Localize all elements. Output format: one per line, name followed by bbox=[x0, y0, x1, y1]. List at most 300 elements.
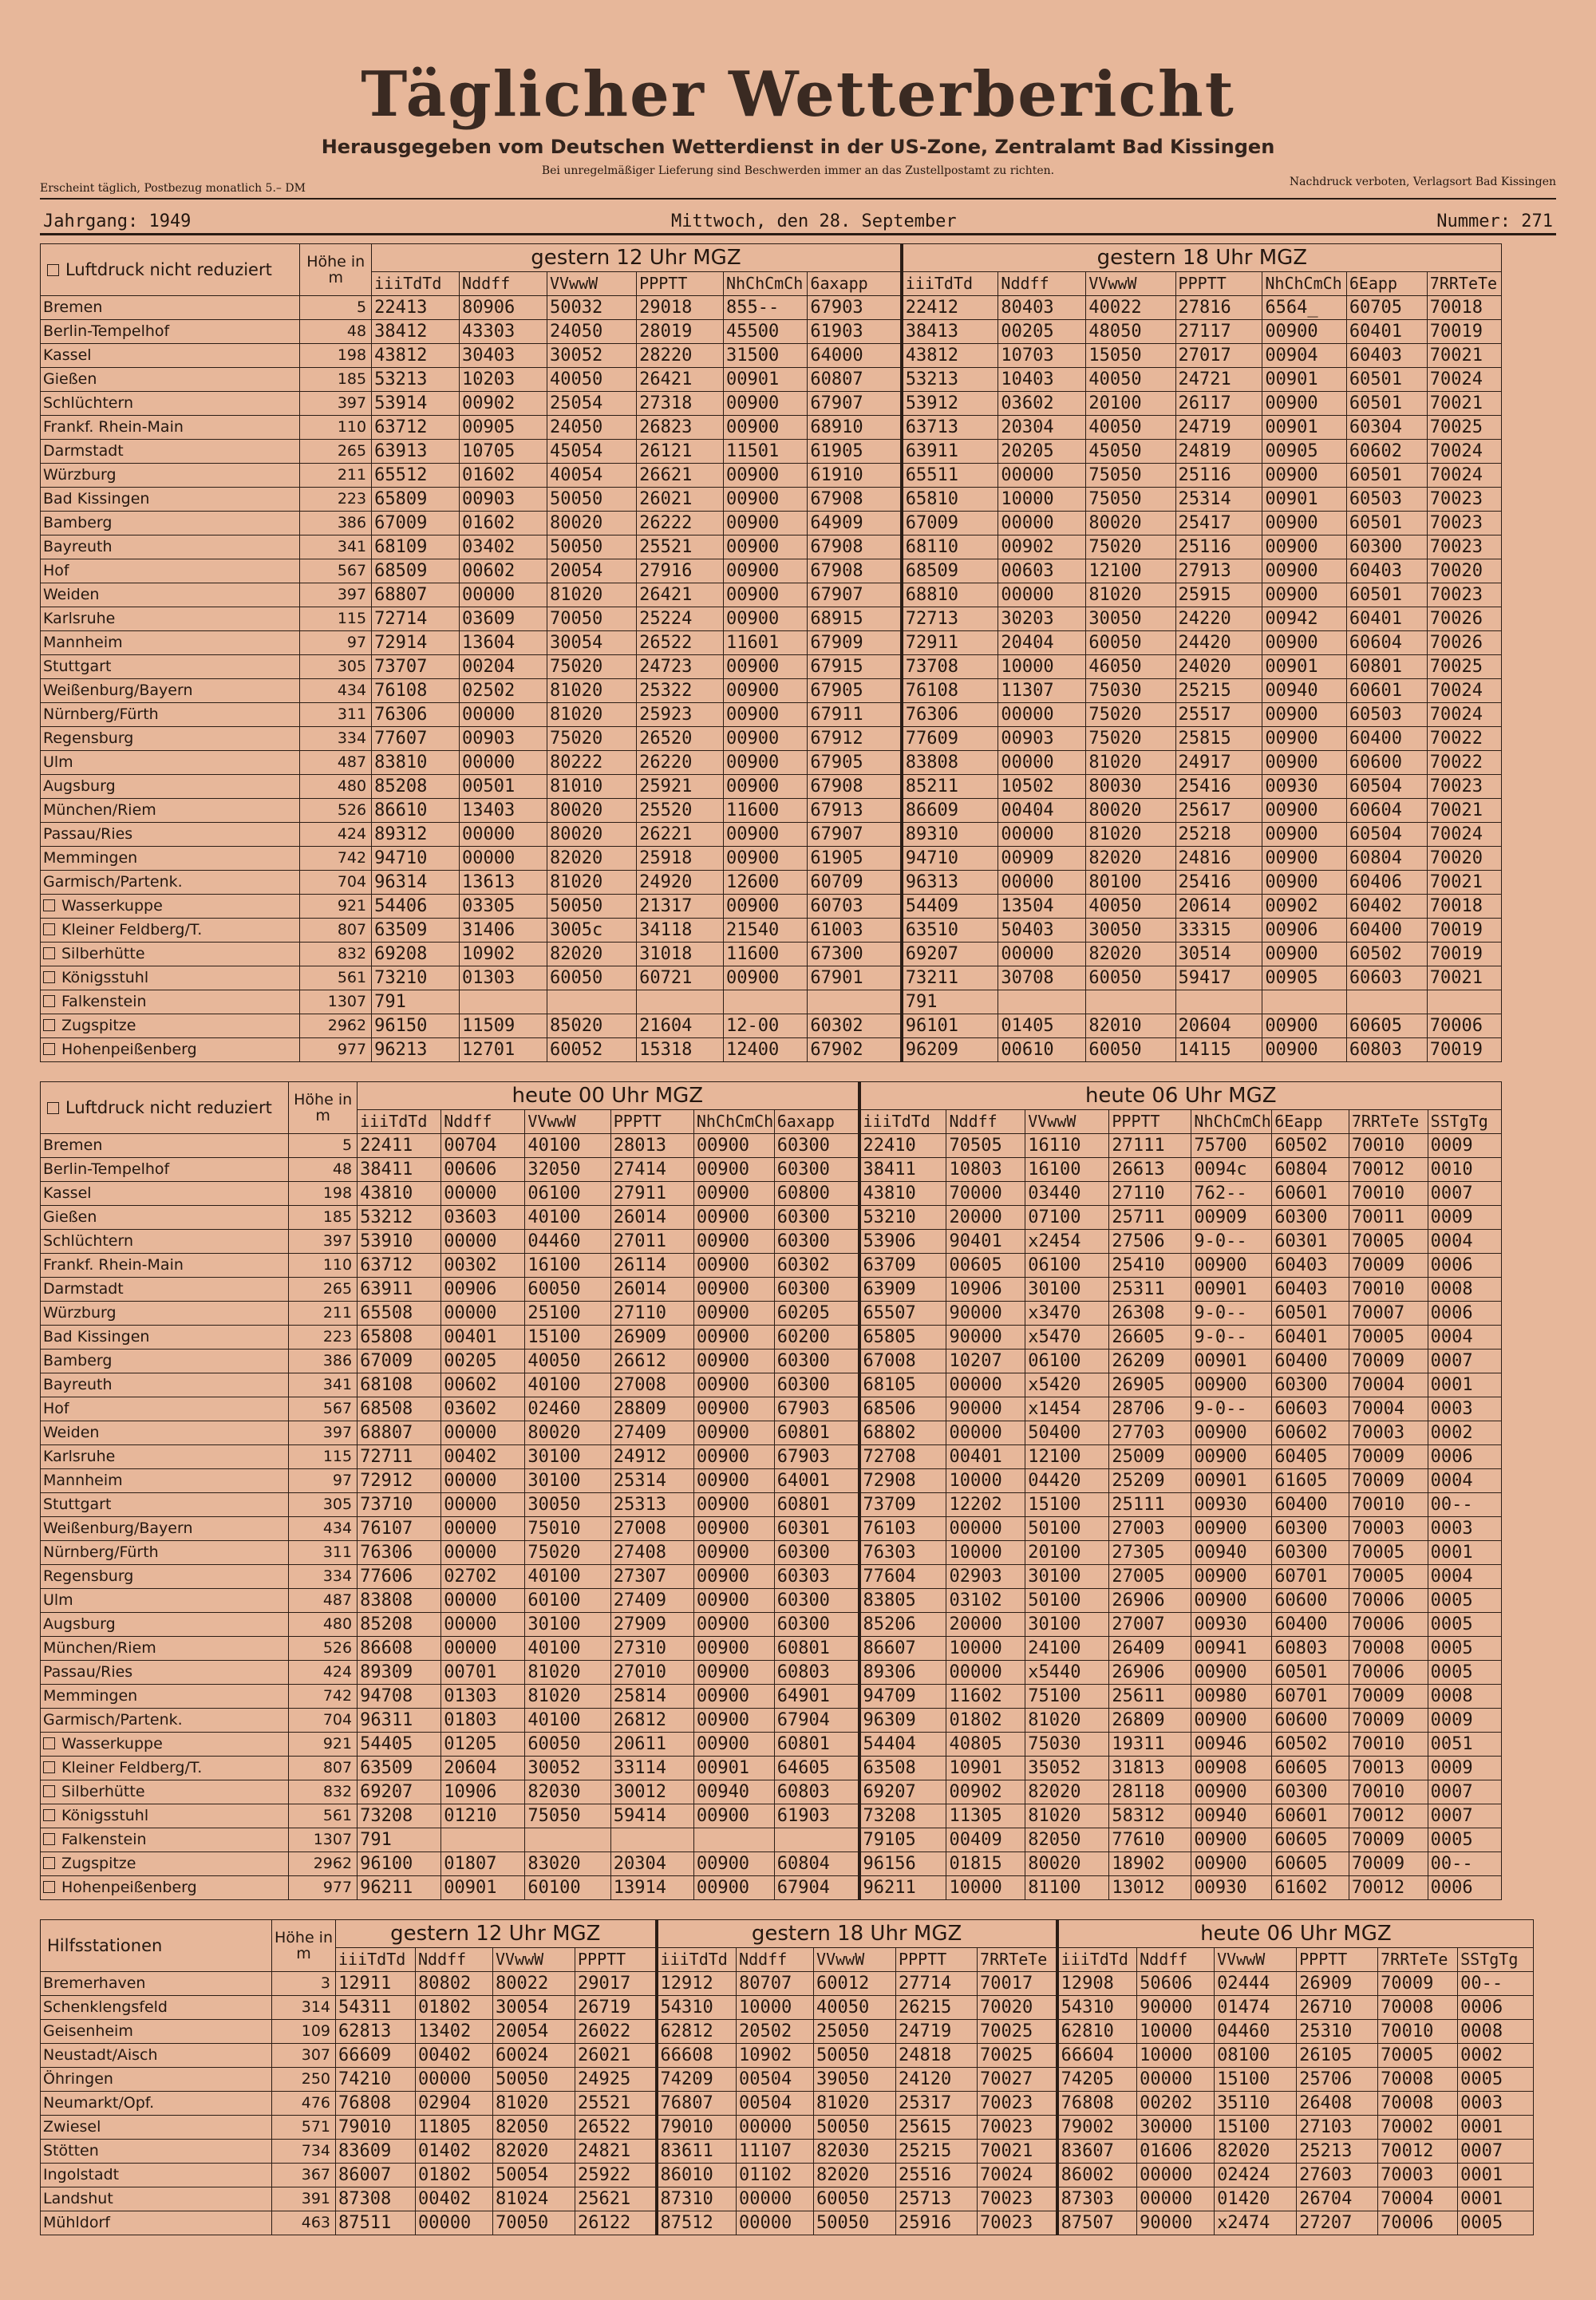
observation-cell: 50050 bbox=[547, 535, 636, 559]
observation-cell: 70021 bbox=[1427, 392, 1501, 416]
observation-cell: 04420 bbox=[1025, 1469, 1109, 1493]
column-header: iiiTdTd bbox=[657, 1948, 737, 1972]
observation-cell: 30054 bbox=[547, 631, 636, 655]
observation-cell: 02444 bbox=[1215, 1972, 1297, 1996]
observation-cell: 25313 bbox=[610, 1493, 693, 1517]
station-height: 109 bbox=[272, 2020, 336, 2044]
observation-cell: 26909 bbox=[610, 1326, 693, 1350]
observation-cell: 70006 bbox=[1349, 1613, 1428, 1637]
observation-cell: 00900 bbox=[693, 1158, 774, 1182]
table-row bbox=[41, 1972, 1534, 1996]
observation-cell: 16100 bbox=[525, 1254, 610, 1278]
station-name-cell bbox=[41, 990, 300, 1014]
station-name-cell bbox=[41, 2116, 272, 2140]
observation-cell: 00900 bbox=[1262, 727, 1346, 751]
observation-cell: 30403 bbox=[460, 344, 547, 368]
column-header: Nddff bbox=[737, 1948, 814, 1972]
observation-cell: 60050 bbox=[525, 1278, 610, 1302]
table-row bbox=[41, 1230, 1502, 1254]
checkbox-icon bbox=[43, 1857, 55, 1869]
station-name-cell bbox=[41, 1996, 272, 2020]
observation-cell: 63911 bbox=[358, 1278, 441, 1302]
observation-cell: 72908 bbox=[859, 1469, 946, 1493]
observation-cell: 00-- bbox=[1428, 1493, 1501, 1517]
column-header: NhChCmCh bbox=[723, 272, 807, 296]
observation-cell: 70020 bbox=[1427, 559, 1501, 583]
observation-cell: 01606 bbox=[1137, 2140, 1215, 2164]
observation-cell: 31018 bbox=[637, 943, 724, 966]
observation-cell bbox=[693, 1828, 774, 1852]
observation-cell: 50050 bbox=[493, 2068, 575, 2092]
observation-cell: 18902 bbox=[1109, 1852, 1191, 1876]
observation-cell: 81020 bbox=[1025, 1709, 1109, 1733]
observation-cell: 27414 bbox=[610, 1158, 693, 1182]
observation-cell: 60050 bbox=[1086, 631, 1175, 655]
table-row bbox=[41, 535, 1502, 559]
observation-cell: 40050 bbox=[814, 1996, 896, 2020]
observation-cell: 38413 bbox=[902, 320, 998, 344]
observation-cell: 85208 bbox=[372, 775, 460, 799]
station-height: 807 bbox=[300, 919, 372, 943]
observation-cell: 00000 bbox=[998, 703, 1086, 727]
station-name: Würzburg bbox=[43, 466, 117, 484]
station-name: Hohenpeißenberg bbox=[61, 1879, 197, 1896]
observation-cell: 64000 bbox=[808, 344, 902, 368]
column-header: PPPTT bbox=[1109, 1110, 1191, 1134]
observation-cell: 77606 bbox=[358, 1565, 441, 1589]
observation-cell: 70003 bbox=[1349, 1517, 1428, 1541]
observation-cell: 24719 bbox=[1175, 416, 1262, 440]
station-height: 921 bbox=[289, 1733, 358, 1757]
observation-cell: 00900 bbox=[1262, 320, 1346, 344]
observation-cell: 40050 bbox=[1086, 895, 1175, 919]
station-height: 397 bbox=[289, 1421, 358, 1445]
observation-cell: 00900 bbox=[1262, 583, 1346, 607]
observation-cell: 60401 bbox=[1346, 320, 1427, 344]
station-name: Landshut bbox=[43, 2190, 113, 2207]
observation-cell: 03602 bbox=[441, 1397, 525, 1421]
observation-cell: 69207 bbox=[859, 1780, 946, 1804]
table-row bbox=[41, 1804, 1502, 1828]
observation-cell: 26221 bbox=[637, 823, 724, 847]
observation-cell: 70011 bbox=[1349, 1206, 1428, 1230]
observation-cell: 82050 bbox=[493, 2116, 575, 2140]
observation-cell: 24819 bbox=[1175, 440, 1262, 464]
observation-cell: 70006 bbox=[1349, 1661, 1428, 1685]
observation-cell: 80020 bbox=[525, 1421, 610, 1445]
observation-cell: 70003 bbox=[1349, 1421, 1428, 1445]
table-row bbox=[41, 847, 1502, 871]
observation-cell: 20054 bbox=[547, 559, 636, 583]
observation-cell: 70010 bbox=[1378, 2020, 1458, 2044]
observation-cell: 62810 bbox=[1057, 2020, 1137, 2044]
observation-cell: 01807 bbox=[441, 1852, 525, 1876]
table-row bbox=[41, 1326, 1502, 1350]
observation-cell: 27603 bbox=[1297, 2164, 1378, 2187]
observation-cell: 85206 bbox=[859, 1613, 946, 1637]
observation-cell: 27011 bbox=[610, 1230, 693, 1254]
observation-cell: 60300 bbox=[774, 1134, 859, 1158]
observation-cell: 00602 bbox=[460, 559, 547, 583]
table-row bbox=[41, 1493, 1502, 1517]
height-header: Höhe in m bbox=[300, 244, 372, 296]
observation-cell: 10906 bbox=[441, 1780, 525, 1804]
observation-cell: 73211 bbox=[902, 966, 998, 990]
observation-cell: 29018 bbox=[637, 296, 724, 320]
station-height: 334 bbox=[289, 1565, 358, 1589]
observation-cell: 60602 bbox=[1346, 440, 1427, 464]
station-height: 115 bbox=[300, 607, 372, 631]
observation-cell: 60801 bbox=[774, 1637, 859, 1661]
observation-cell: 81020 bbox=[1025, 1804, 1109, 1828]
observation-cell: 03602 bbox=[998, 392, 1086, 416]
station-height: 1307 bbox=[289, 1828, 358, 1852]
observation-cell: 81020 bbox=[493, 2092, 575, 2116]
station-name: Schlüchtern bbox=[43, 1232, 134, 1250]
observation-cell: 24719 bbox=[896, 2020, 978, 2044]
observation-cell: 25918 bbox=[637, 847, 724, 871]
observation-cell: 00900 bbox=[1191, 1565, 1272, 1589]
table-row bbox=[41, 1565, 1502, 1589]
observation-cell: 70025 bbox=[978, 2020, 1057, 2044]
observation-cell: 10000 bbox=[946, 1469, 1025, 1493]
station-name-cell bbox=[41, 1517, 289, 1541]
observation-cell: 28118 bbox=[1109, 1780, 1191, 1804]
observation-cell: 76306 bbox=[902, 703, 998, 727]
column-header: VVwwW bbox=[1215, 1948, 1297, 1972]
station-height: 487 bbox=[289, 1589, 358, 1613]
observation-cell: 43303 bbox=[460, 320, 547, 344]
observation-cell: 82010 bbox=[1086, 1014, 1175, 1038]
observation-cell: 06100 bbox=[1025, 1350, 1109, 1373]
observation-cell: 15100 bbox=[1215, 2116, 1297, 2140]
observation-cell: 60501 bbox=[1346, 512, 1427, 535]
observation-cell: 26408 bbox=[1297, 2092, 1378, 2116]
table-row bbox=[41, 823, 1502, 847]
observation-cell: 10902 bbox=[460, 943, 547, 966]
station-height: 424 bbox=[300, 823, 372, 847]
observation-cell: 25100 bbox=[525, 1302, 610, 1326]
observation-cell: 00930 bbox=[1262, 775, 1346, 799]
column-header: VVwwW bbox=[814, 1948, 896, 1972]
table-row bbox=[41, 559, 1502, 583]
observation-cell: 64605 bbox=[774, 1757, 859, 1780]
observation-cell: 50050 bbox=[814, 2116, 896, 2140]
observation-cell: 25317 bbox=[896, 2092, 978, 2116]
observation-cell: 50100 bbox=[1025, 1589, 1109, 1613]
table-row bbox=[41, 607, 1502, 631]
observation-cell: 13604 bbox=[460, 631, 547, 655]
observation-cell: 0008 bbox=[1458, 2020, 1534, 2044]
observation-cell: 60803 bbox=[1346, 1038, 1427, 1062]
observation-cell: 60400 bbox=[1272, 1350, 1349, 1373]
observation-cell: 66609 bbox=[336, 2044, 416, 2068]
observation-cell: 0003 bbox=[1428, 1517, 1501, 1541]
station-height: 211 bbox=[300, 464, 372, 488]
observation-cell: 30100 bbox=[525, 1613, 610, 1637]
observation-cell: 26809 bbox=[1109, 1709, 1191, 1733]
observation-cell: 25416 bbox=[1175, 775, 1262, 799]
table-today bbox=[40, 1081, 1502, 1900]
observation-cell: 40050 bbox=[547, 368, 636, 392]
station-height: 314 bbox=[272, 1996, 336, 2020]
observation-cell: 83808 bbox=[358, 1589, 441, 1613]
station-height: 742 bbox=[289, 1685, 358, 1709]
station-name: Weißenburg/Bayern bbox=[43, 1520, 193, 1537]
observation-cell: 10403 bbox=[998, 368, 1086, 392]
observation-cell: 0001 bbox=[1458, 2164, 1534, 2187]
column-header: iiiTdTd bbox=[1057, 1948, 1137, 1972]
table-row bbox=[41, 655, 1502, 679]
observation-cell: 00900 bbox=[1262, 631, 1346, 655]
station-name-cell bbox=[41, 488, 300, 512]
station-name-cell bbox=[41, 2092, 272, 2116]
observation-cell: 63712 bbox=[358, 1254, 441, 1278]
observation-cell: 00000 bbox=[998, 583, 1086, 607]
observation-cell: 68110 bbox=[902, 535, 998, 559]
observation-cell: 83805 bbox=[859, 1589, 946, 1613]
observation-cell: 25713 bbox=[896, 2187, 978, 2211]
station-name: Frankf. Rhein-Main bbox=[43, 418, 184, 436]
observation-cell: 38412 bbox=[372, 320, 460, 344]
observation-cell: 27409 bbox=[610, 1589, 693, 1613]
publisher-line: Herausgegeben vom Deutschen Wetterdienst in der US-Zone, Zentralamt Bad Kissingen bbox=[321, 136, 1275, 158]
observation-cell: 60402 bbox=[1346, 895, 1427, 919]
observation-cell: 75020 bbox=[1086, 703, 1175, 727]
observation-cell: 00401 bbox=[441, 1326, 525, 1350]
issue-date: Mittwoch, den 28. September bbox=[671, 211, 957, 231]
observation-cell: 60800 bbox=[774, 1182, 859, 1206]
observation-cell: 81020 bbox=[1086, 751, 1175, 775]
column-header: 6axapp bbox=[808, 272, 902, 296]
observation-cell: 68802 bbox=[859, 1421, 946, 1445]
observation-cell: 54409 bbox=[902, 895, 998, 919]
observation-cell: 77604 bbox=[859, 1565, 946, 1589]
observation-cell: 10902 bbox=[737, 2044, 814, 2068]
observation-cell: 28220 bbox=[637, 344, 724, 368]
observation-cell: 24020 bbox=[1175, 655, 1262, 679]
observation-cell: 00900 bbox=[1191, 1254, 1272, 1278]
observation-cell: 10906 bbox=[946, 1278, 1025, 1302]
observation-cell: 11307 bbox=[998, 679, 1086, 703]
observation-cell: 60405 bbox=[1272, 1445, 1349, 1469]
observation-cell: 00000 bbox=[441, 1613, 525, 1637]
observation-cell: 27003 bbox=[1109, 1517, 1191, 1541]
checkbox-icon bbox=[43, 1881, 55, 1893]
observation-cell: 00000 bbox=[946, 1373, 1025, 1397]
column-header: iiiTdTd bbox=[902, 272, 998, 296]
observation-cell: 855-- bbox=[723, 296, 807, 320]
checkbox-icon bbox=[47, 264, 59, 276]
observation-cell: 0002 bbox=[1458, 2044, 1534, 2068]
observation-cell: 81020 bbox=[547, 583, 636, 607]
observation-cell: 20304 bbox=[998, 416, 1086, 440]
observation-cell: 15100 bbox=[525, 1326, 610, 1350]
column-header: 6Eapp bbox=[1272, 1110, 1349, 1134]
observation-cell: 60605 bbox=[1272, 1852, 1349, 1876]
observation-cell: 79105 bbox=[859, 1828, 946, 1852]
column-header: Nddff bbox=[416, 1948, 493, 1972]
observation-cell: 77607 bbox=[372, 727, 460, 751]
station-name-cell bbox=[41, 1206, 289, 1230]
observation-cell: 27911 bbox=[610, 1182, 693, 1206]
observation-cell: 15100 bbox=[1215, 2068, 1297, 2092]
table-row bbox=[41, 2211, 1534, 2235]
observation-cell: 26710 bbox=[1297, 1996, 1378, 2020]
observation-cell: 27318 bbox=[637, 392, 724, 416]
observation-cell: 0004 bbox=[1428, 1326, 1501, 1350]
column-header: NhChCmCh bbox=[1191, 1110, 1272, 1134]
observation-cell: 82020 bbox=[1086, 847, 1175, 871]
observation-cell: 24050 bbox=[547, 320, 636, 344]
station-name-cell bbox=[41, 1828, 289, 1852]
observation-cell: 62813 bbox=[336, 2020, 416, 2044]
checkbox-icon bbox=[43, 899, 55, 911]
observation-cell: 25410 bbox=[1109, 1254, 1191, 1278]
station-name-cell bbox=[41, 775, 300, 799]
observation-cell: 60403 bbox=[1272, 1278, 1349, 1302]
station-name-cell bbox=[41, 535, 300, 559]
observation-cell: 81010 bbox=[547, 775, 636, 799]
observation-cell: 67907 bbox=[808, 583, 902, 607]
station-name: Zwiesel bbox=[43, 2118, 101, 2136]
station-name: Neumarkt/Opf. bbox=[43, 2094, 155, 2112]
observation-cell: 70006 bbox=[1378, 2211, 1458, 2235]
station-name: Geisenheim bbox=[43, 2022, 133, 2040]
observation-cell: 40100 bbox=[525, 1565, 610, 1589]
station-name-cell bbox=[41, 416, 300, 440]
observation-cell: 67903 bbox=[774, 1397, 859, 1421]
station-height: 198 bbox=[289, 1182, 358, 1206]
observation-cell: 75020 bbox=[1086, 535, 1175, 559]
observation-cell: 00900 bbox=[1262, 943, 1346, 966]
observation-cell: 25054 bbox=[547, 392, 636, 416]
observation-cell: 53910 bbox=[358, 1230, 441, 1254]
observation-cell: 00000 bbox=[946, 1517, 1025, 1541]
observation-cell: 00000 bbox=[460, 823, 547, 847]
observation-cell: 70009 bbox=[1349, 1852, 1428, 1876]
observation-cell: 00000 bbox=[416, 2211, 493, 2235]
observation-cell: 67907 bbox=[808, 392, 902, 416]
observation-cell: 75020 bbox=[547, 655, 636, 679]
table-row bbox=[41, 1517, 1502, 1541]
observation-cell: 90000 bbox=[946, 1326, 1025, 1350]
observation-cell: 00900 bbox=[723, 823, 807, 847]
observation-cell: 73710 bbox=[358, 1493, 441, 1517]
observation-cell: 63510 bbox=[902, 919, 998, 943]
observation-cell: 73707 bbox=[372, 655, 460, 679]
table-row bbox=[41, 2116, 1534, 2140]
observation-cell: 60705 bbox=[1346, 296, 1427, 320]
checkbox-icon bbox=[43, 1019, 55, 1031]
observation-cell: 00901 bbox=[1262, 488, 1346, 512]
observation-cell: 30100 bbox=[525, 1469, 610, 1493]
observation-cell: 25706 bbox=[1297, 2068, 1378, 2092]
observation-cell: 25416 bbox=[1175, 871, 1262, 895]
observation-cell: 75030 bbox=[1025, 1733, 1109, 1757]
observation-cell: 75020 bbox=[525, 1541, 610, 1565]
observation-cell: 27409 bbox=[610, 1421, 693, 1445]
station-name: Kleiner Feldberg/T. bbox=[61, 921, 203, 939]
observation-cell: 00202 bbox=[1137, 2092, 1215, 2116]
table-row bbox=[41, 440, 1502, 464]
observation-cell: 26014 bbox=[610, 1206, 693, 1230]
observation-cell: 02903 bbox=[946, 1565, 1025, 1589]
observation-cell: 00900 bbox=[693, 1709, 774, 1733]
observation-cell: 24100 bbox=[1025, 1637, 1109, 1661]
observation-cell: 76306 bbox=[372, 703, 460, 727]
observation-cell: 15100 bbox=[1025, 1493, 1109, 1517]
column-header: iiiTdTd bbox=[336, 1948, 416, 1972]
observation-cell: 96209 bbox=[902, 1038, 998, 1062]
group-header: gestern 12 Uhr MGZ bbox=[372, 244, 902, 272]
observation-cell: 53914 bbox=[372, 392, 460, 416]
station-name-cell bbox=[41, 392, 300, 416]
observation-cell: 27506 bbox=[1109, 1230, 1191, 1254]
observation-cell: 26114 bbox=[610, 1254, 693, 1278]
observation-cell: 00000 bbox=[1137, 2164, 1215, 2187]
observation-cell: 0004 bbox=[1428, 1565, 1501, 1589]
group-header: gestern 18 Uhr MGZ bbox=[657, 1920, 1057, 1948]
observation-cell: 60300 bbox=[774, 1278, 859, 1302]
station-height: 434 bbox=[300, 679, 372, 703]
observation-cell: 72911 bbox=[902, 631, 998, 655]
observation-cell: 60502 bbox=[1346, 943, 1427, 966]
station-name-cell bbox=[41, 823, 300, 847]
observation-cell: 30050 bbox=[1086, 919, 1175, 943]
station-name: Weißenburg/Bayern bbox=[43, 682, 193, 699]
observation-cell: 64001 bbox=[774, 1469, 859, 1493]
observation-cell: 67904 bbox=[774, 1876, 859, 1900]
table-row bbox=[41, 966, 1502, 990]
observation-cell: 70023 bbox=[1427, 512, 1501, 535]
observation-cell bbox=[441, 1828, 525, 1852]
station-name: Zugspitze bbox=[61, 1017, 136, 1034]
station-name: Bayreuth bbox=[43, 1376, 113, 1393]
station-height: 341 bbox=[300, 535, 372, 559]
station-name: Karlsruhe bbox=[43, 610, 116, 627]
observation-cell: 63508 bbox=[859, 1757, 946, 1780]
observation-cell: 53213 bbox=[902, 368, 998, 392]
observation-cell: 27207 bbox=[1297, 2211, 1378, 2235]
observation-cell: 45054 bbox=[547, 440, 636, 464]
observation-cell: 25417 bbox=[1175, 512, 1262, 535]
observation-cell: 791 bbox=[372, 990, 460, 1014]
observation-cell: 00900 bbox=[723, 895, 807, 919]
station-name-cell bbox=[41, 1876, 289, 1900]
observation-cell: 00902 bbox=[460, 392, 547, 416]
observation-cell: 11600 bbox=[723, 943, 807, 966]
station-name-cell bbox=[41, 1565, 289, 1589]
observation-cell: 60304 bbox=[1346, 416, 1427, 440]
observation-cell: 70017 bbox=[978, 1972, 1057, 1996]
observation-cell: 00942 bbox=[1262, 607, 1346, 631]
observation-cell: 85211 bbox=[902, 775, 998, 799]
observation-cell: 0051 bbox=[1428, 1733, 1501, 1757]
observation-cell: 24220 bbox=[1175, 607, 1262, 631]
observation-cell: 00000 bbox=[460, 703, 547, 727]
observation-cell: 00000 bbox=[998, 751, 1086, 775]
observation-cell: 60302 bbox=[808, 1014, 902, 1038]
observation-cell: 60501 bbox=[1272, 1661, 1349, 1685]
observation-cell: 67907 bbox=[808, 823, 902, 847]
observation-cell: 82020 bbox=[814, 2164, 896, 2187]
station-name-cell bbox=[41, 1182, 289, 1206]
observation-cell: 86609 bbox=[902, 799, 998, 823]
observation-cell: 81020 bbox=[547, 871, 636, 895]
observation-cell: 80707 bbox=[737, 1972, 814, 1996]
observation-cell: 80022 bbox=[493, 1972, 575, 1996]
